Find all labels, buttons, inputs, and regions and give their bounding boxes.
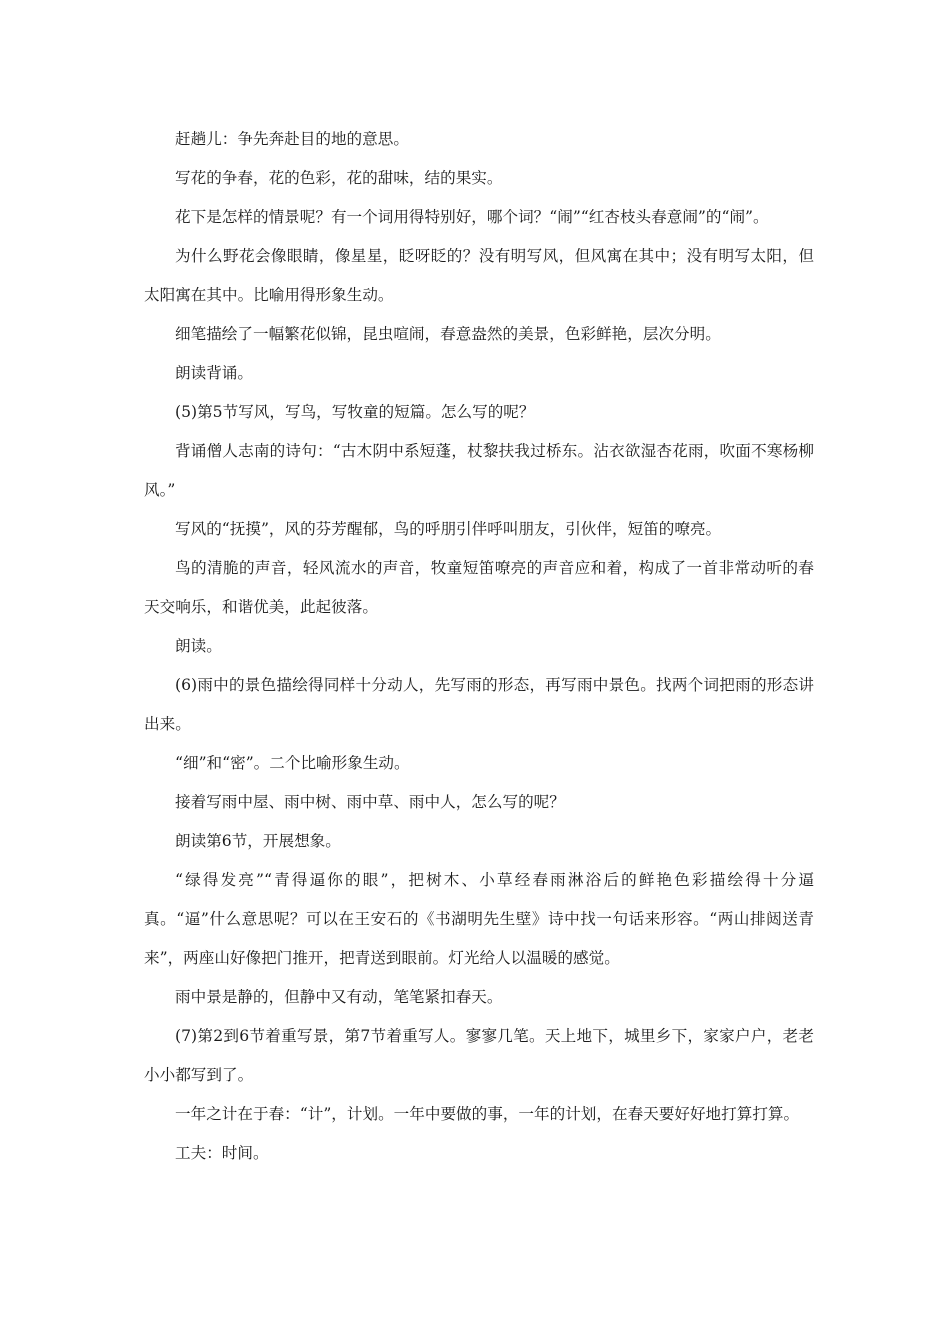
paragraph-3: 花下是怎样的情景呢？有一个词用得特别好，哪个词？“闹”“红杏枝头春意闹”的“闹”。 xyxy=(175,208,769,226)
paragraph-18: (7)第2到6节着重写景，第7节着重写人。寥寥几笔。天上地下，城里乡下，家家户户，老老小小都写到了。 xyxy=(144,1027,814,1084)
paragraph-12: (6)雨中的景色描绘得同样十分动人，先写雨的形态，再写雨中景色。找两个词把雨的形态讲出来。 xyxy=(144,676,814,733)
paragraph-8: 背诵僧人志南的诗句：“古木阴中系短蓬，杖黎扶我过桥东。沾衣欲湿杏花雨，吹面不寒杨柳风。” xyxy=(144,442,814,499)
paragraph-4: 为什么野花会像眼睛，像星星，眨呀眨的？没有明写风，但风寓在其中；没有明写太阳，但太阳寓在其中。比喻用得形象生动。 xyxy=(144,247,814,304)
paragraph-20: 工夫：时间。 xyxy=(175,1144,269,1162)
paragraph-5: 细笔描绘了一幅繁花似锦，昆虫喧闹，春意盎然的美景，色彩鲜艳，层次分明。 xyxy=(175,325,721,343)
paragraph-17: 雨中景是静的，但静中又有动，笔笔紧扣春天。 xyxy=(175,988,503,1006)
paragraph-9: 写风的“抚摸”，风的芬芳醒郁，鸟的呼朋引伴呼叫朋友，引伙伴，短笛的嘹亮。 xyxy=(175,520,722,538)
paragraph-7: (5)第5节写风，写鸟，写牧童的短篇。怎么写的呢？ xyxy=(175,403,535,421)
paragraph-16: “绿得发亮”“青得逼你的眼”，把树木、小草经春雨淋浴后的鲜艳色彩描绘得十分逼真。“逼”什么意思呢？可以在王安石的《书湖明先生壁》诗中找一句话来形容。“两山排闼送青来”，两座山好像把门推开，把青送到眼前。灯光给人以温暖的感觉。 xyxy=(144,871,814,967)
paragraph-1: 赶趟儿：争先奔赴目的地的意思。 xyxy=(175,130,409,148)
paragraph-15: 朗读第6节，开展想象。 xyxy=(175,832,341,850)
paragraph-13: “细”和“密”。二个比喻形象生动。 xyxy=(175,754,410,772)
paragraph-14: 接着写雨中屋、雨中树、雨中草、雨中人，怎么写的呢？ xyxy=(175,793,565,811)
paragraph-10: 鸟的清脆的声音，轻风流水的声音，牧童短笛嘹亮的声音应和着，构成了一首非常动听的春天交响乐，和谐优美，此起彼落。 xyxy=(144,559,814,616)
paragraph-11: 朗读。 xyxy=(175,637,222,655)
paragraph-2: 写花的争春，花的色彩，花的甜味，结的果实。 xyxy=(175,169,503,187)
paragraph-19: 一年之计在于春：“计”，计划。一年中要做的事，一年的计划，在春天要好好地打算打算。 xyxy=(175,1105,800,1123)
document-body xyxy=(144,120,814,1173)
paragraph-6: 朗读背诵。 xyxy=(175,364,253,382)
